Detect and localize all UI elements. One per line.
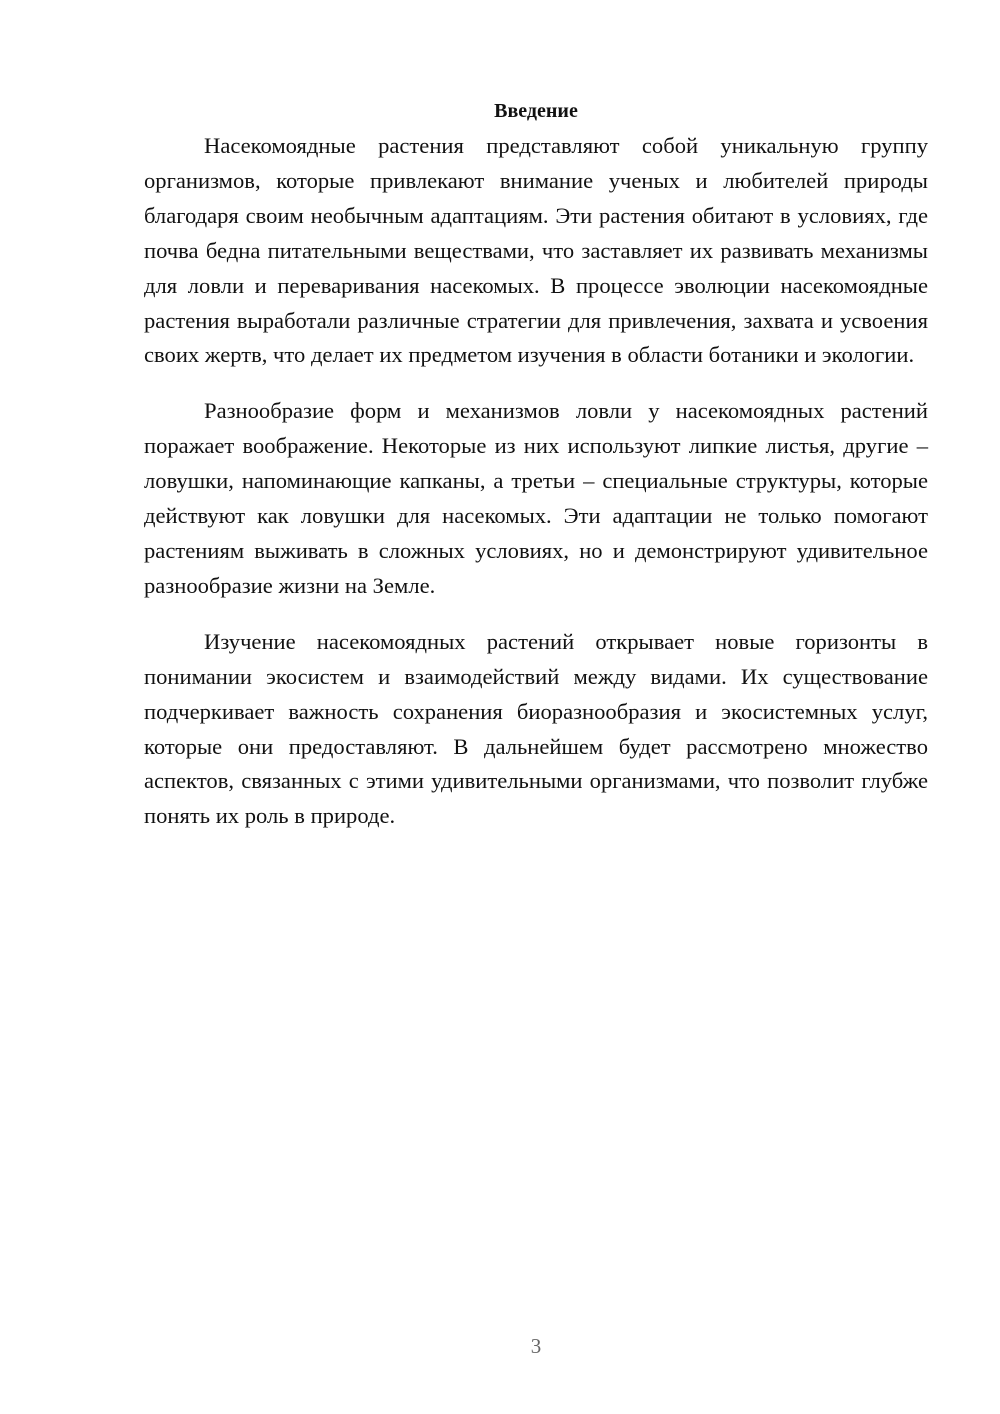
section-title: Введение — [494, 100, 578, 122]
paragraph-2: Разнообразие форм и механизмов ловли у насекомоядных растений поражает воображение. Некоторые из них используют липкие листья, другие – ловушки, напоминающие капканы, а третьи – специальные структуры, которые действуют как ловушки для насекомых. Эти адаптации не только помогают растениям выживать в сложных условиях, но и демонстрируют удивительное разнообразие жизни на Земле. — [144, 398, 928, 598]
paragraph-3: Изучение насекомоядных растений открывает новые горизонты в понимании экосистем и взаимодействий между видами. Их существование подчеркивает важность сохранения биоразнообразия и экосистемных услуг, которые они предоставляют. В дальнейшем будет рассмотрено множество аспектов, связанных с этими удивительными организмами, что позволит глубже понять их роль в природе. — [144, 628, 928, 829]
page-content — [144, 96, 928, 855]
page-number: 3 — [530, 1334, 542, 1358]
paragraph-1: Насекомоядные растения представляют собой уникальную группу организмов, которые привлекают внимание ученых и любителей природы благодаря своим необычным адаптациям. Эти растения обитают в условиях, где почва бедна питательными веществами, что заставляет их развивать механизмы для ловли и переваривания насекомых. В процессе эволюции насекомоядные растения выработали различные стратегии для привлечения, захвата и усвоения своих жертв, что делает их предметом изучения в области ботаники и экологии. — [144, 133, 928, 368]
